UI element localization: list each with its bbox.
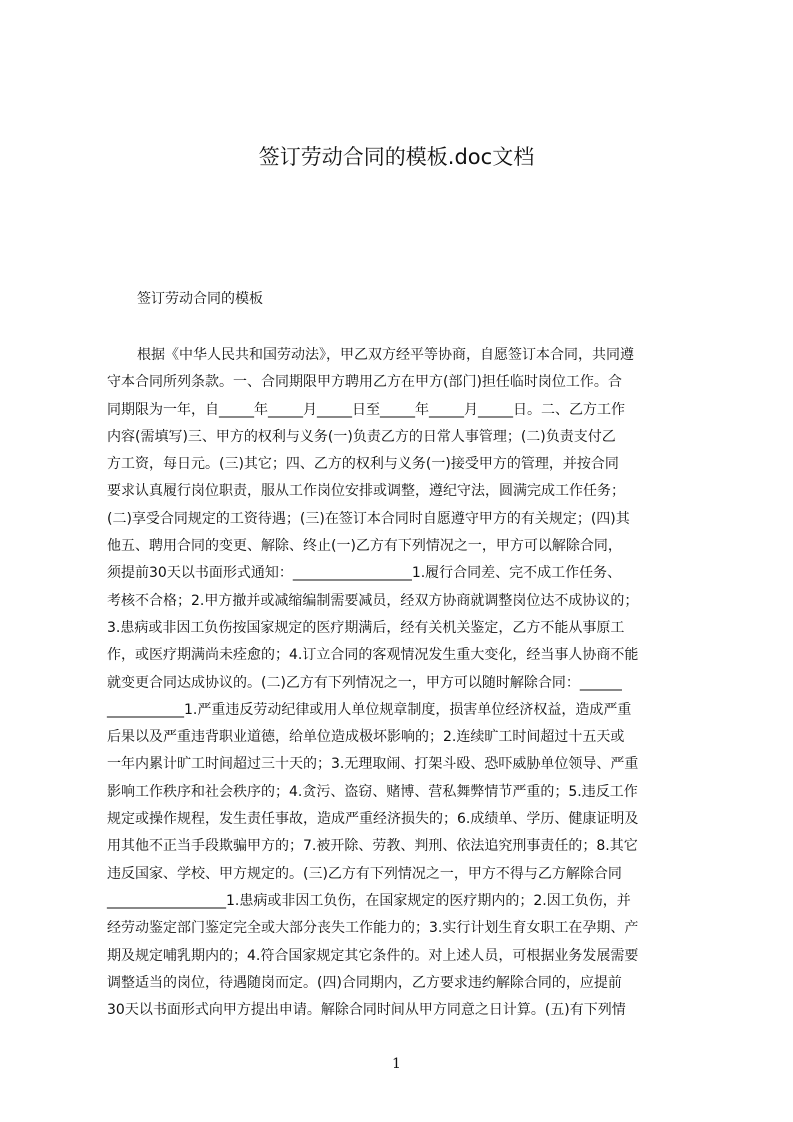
body-line: ___________1.严重违反劳动纪律或用人单位规章制度，损害单位经济权益，造成严重 [107, 701, 632, 718]
document-title: 签订劳动合同的模板.doc文档 [258, 145, 535, 169]
body-line: 影响工作秩序和社会秩序的；4.贪污、盗窃、赌博、营私舞弊情节严重的；5.违反工作 [107, 783, 638, 800]
body-line: 用其他不正当手段欺骗甲方的；7.被开除、劳教、判刑、依法追究刑事责任的；8.其它 [107, 838, 638, 855]
body-line: 一年内累计旷工时间超过三十天的；3.无理取闹、打架斗殴、恐吓威胁单位领导、严重 [107, 756, 639, 773]
body-line: 30天以书面形式向甲方提出申请。解除合同时间从甲方同意之日计算。(五)有下列情 [107, 1002, 626, 1019]
body-line: 同期限为一年，自_____年_____月_____日至_____年_____月_____日。二、乙方工作 [107, 401, 625, 418]
body-line: 作，或医疗期满尚未痊愈的；4.订立合同的客观情况发生重大变化，经当事人协商不能 [107, 647, 639, 664]
body-line: 就变更合同达成协议的。(二)乙方有下列情况之一，甲方可以随时解除合同：______ [107, 674, 622, 691]
body-line: 他五、聘用合同的变更、解除、终止(一)乙方有下列情况之一，甲方可以解除合同， [107, 538, 622, 555]
body-line: 要求认真履行岗位职责，服从工作岗位安排或调整，遵纪守法，圆满完成工作任务； [107, 483, 625, 500]
body-line: 经劳动鉴定部门鉴定完全或大部分丧失工作能力的；3.实行计划生育女职工在孕期、产 [107, 920, 639, 937]
body-line: 内容(需填写)三、甲方的权利与义务(一)负责乙方的日常人事管理；(二)负责支付乙 [107, 428, 616, 445]
body-line: 后果以及严重违背职业道德，给单位造成极坏影响的；2.连续旷工时间超过十五天或 [107, 729, 625, 746]
body-line: (二)享受合同规定的工资待遇；(三)在签订本合同时自愿遵守甲方的有关规定；(四)其 [107, 510, 630, 527]
body-line: 规定或操作规程，发生责任事故，造成严重经济损失的；6.成绩单、学历、健康证明及 [107, 811, 639, 828]
body-line: 考核不合格；2.甲方撤并或减缩编制需要减员，经双方协商就调整岗位达不成协议的； [107, 592, 639, 609]
page-number: 1 [392, 1056, 401, 1072]
body-line: 须提前30天以书面形式通知：_________________1.履行合同差、完不成工作任务、 [107, 565, 622, 582]
body-text [107, 342, 707, 1019]
body-line: 3.患病或非因工负伤按国家规定的医疗期满后，经有关机关鉴定，乙方不能从事原工 [107, 619, 625, 636]
body-line: 方工资，每日元。(三)其它；四、乙方的权利与义务(一)接受甲方的管理，并按合同 [107, 456, 619, 473]
document-subtitle: 签订劳动合同的模板 [137, 291, 263, 307]
body-line: _________________1.患病或非因工负伤，在国家规定的医疗期内的；2.因工负伤，并 [107, 892, 631, 909]
body-line: 守本合同所列条款。一、合同期限甲方聘用乙方在甲方(部门)担任临时岗位工作。合 [107, 374, 622, 391]
body-line: 违反国家、学校、甲方规定的。(三)乙方有下列情况之一，甲方不得与乙方解除合同 [107, 865, 622, 882]
body-line: 期及规定哺乳期内的；4.符合国家规定其它条件的。对上述人员，可根据业务发展需要 [107, 947, 639, 964]
body-line: 调整适当的岗位，待遇随岗而定。(四)合同期内，乙方要求违约解除合同的，应提前 [107, 974, 622, 991]
body-line: 根据《中华人民共和国劳动法》，甲乙双方经平等协商，自愿签订本合同，共同遵 [137, 347, 634, 363]
